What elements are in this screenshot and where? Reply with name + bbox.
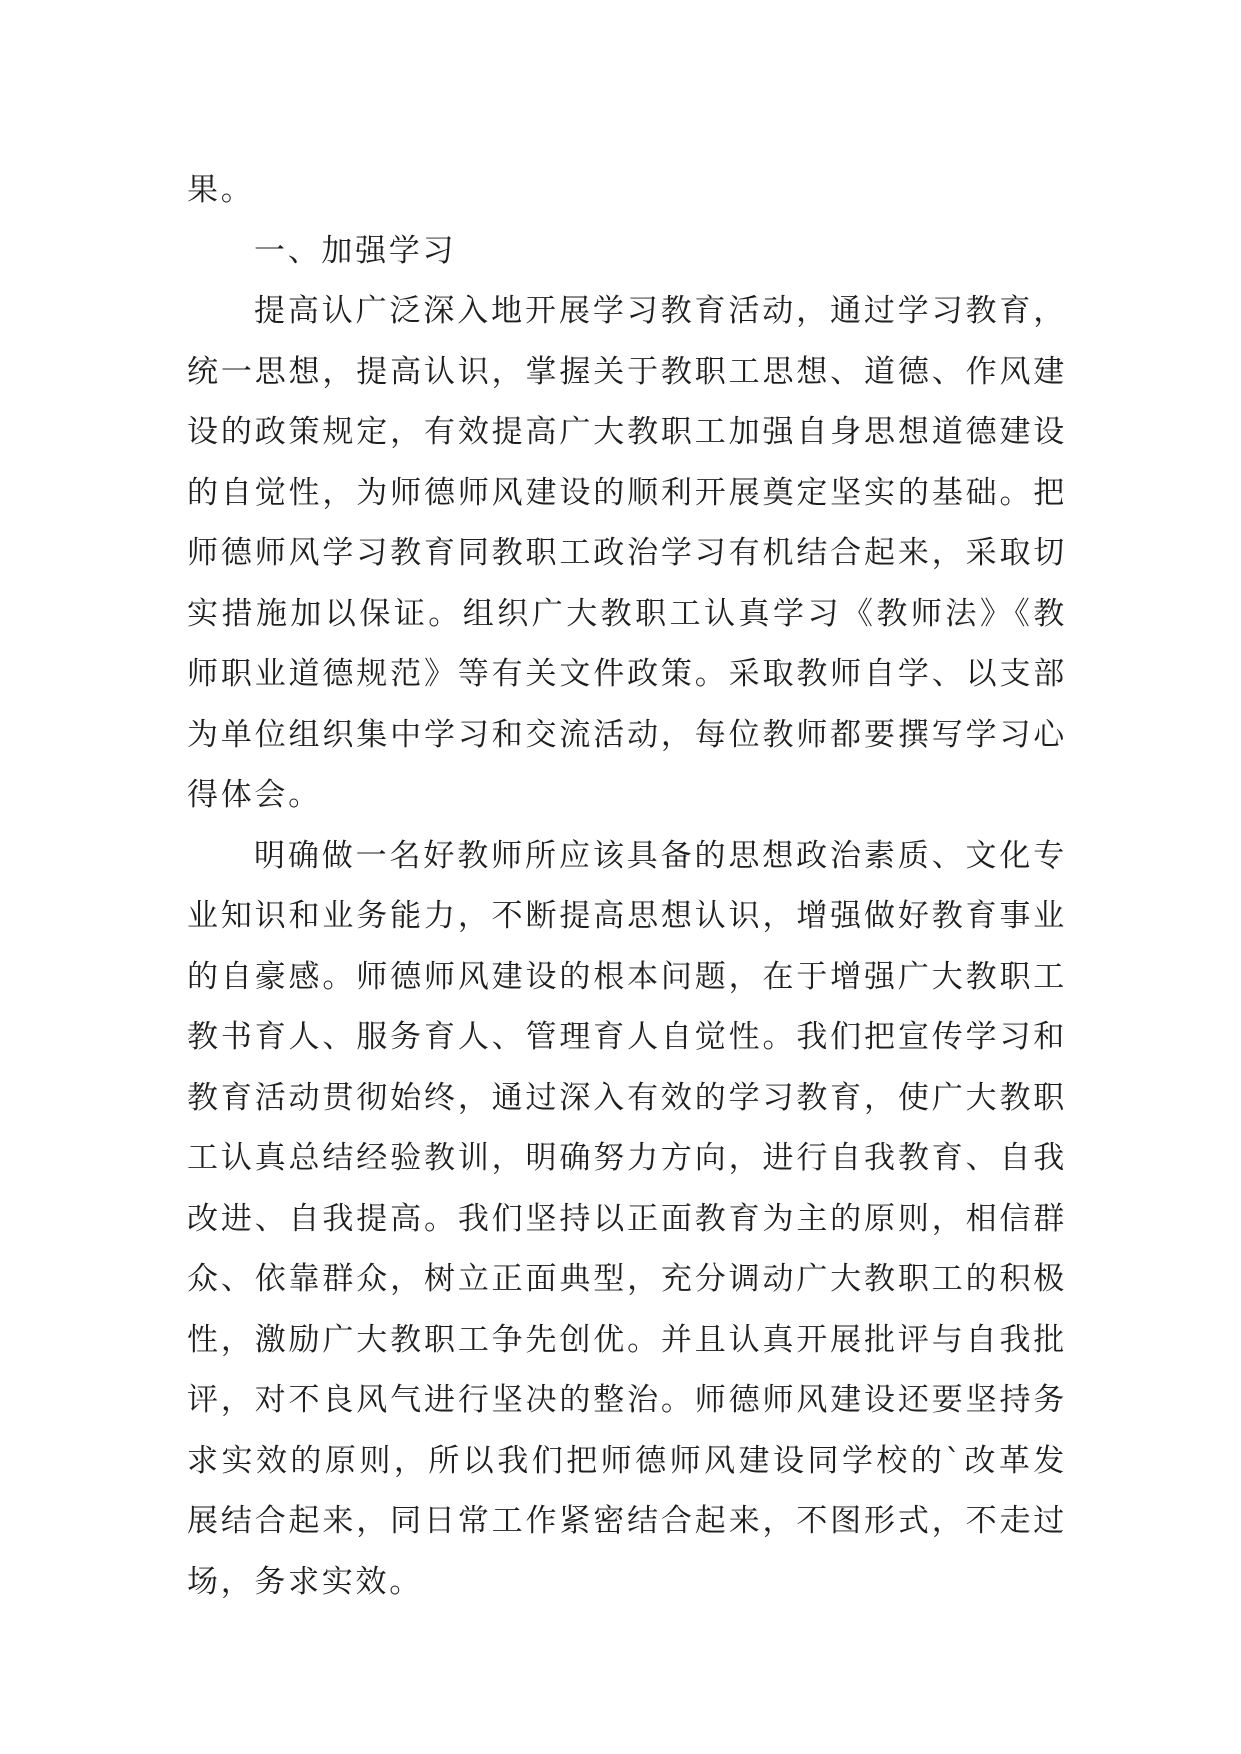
paragraph: 提高认广泛深入地开展学习教育活动，通过学习教育，统一思想，提高认识，掌握关于教职工思想、道德、作风建设的政策规定，有效提高广大教职工加强自身思想道德建设的自觉性，为师德师风建设的顺利开展奠定坚实的基础。把师德师风学习教育同教职工政治学习有机结合起来，采取切实措施加以保证。组织广大教职工认真学习《教师法》《教师职业道德规范》等有关文件政策。采取教师自学、以支部为单位组织集中学习和交流活动，每位教师都要撰写学习心得体会。: [187, 293, 1067, 813]
paragraph-continuation: 果。: [187, 172, 255, 208]
paragraph: 明确做一名好教师所应该具备的思想政治素质、文化专业知识和业务能力，不断提高思想认识，增强做好教育事业的自豪感。师德师风建设的根本问题，在于增强广大教职工教书育人、服务育人、管理育人自觉性。我们把宣传学习和教育活动贯彻始终，通过深入有效的学习教育，使广大教职工认真总结经验教训，明确努力方向，进行自我教育、自我改进、自我提高。我们坚持以正面教育为主的原则，相信群众、依靠群众，树立正面典型，充分调动广大教职工的积极性，激励广大教职工争先创优。并且认真开展批评与自我批评，对不良风气进行坚决的整治。师德师风建设还要坚持务求实效的原则，所以我们把师德师风建设同学校的`改革发展结合起来，同日常工作紧密结合起来，不图形式，不走过场，务求实效。: [187, 837, 1067, 1600]
section-heading: 一、加强学习: [254, 232, 457, 269]
document-page: [187, 160, 1067, 1612]
